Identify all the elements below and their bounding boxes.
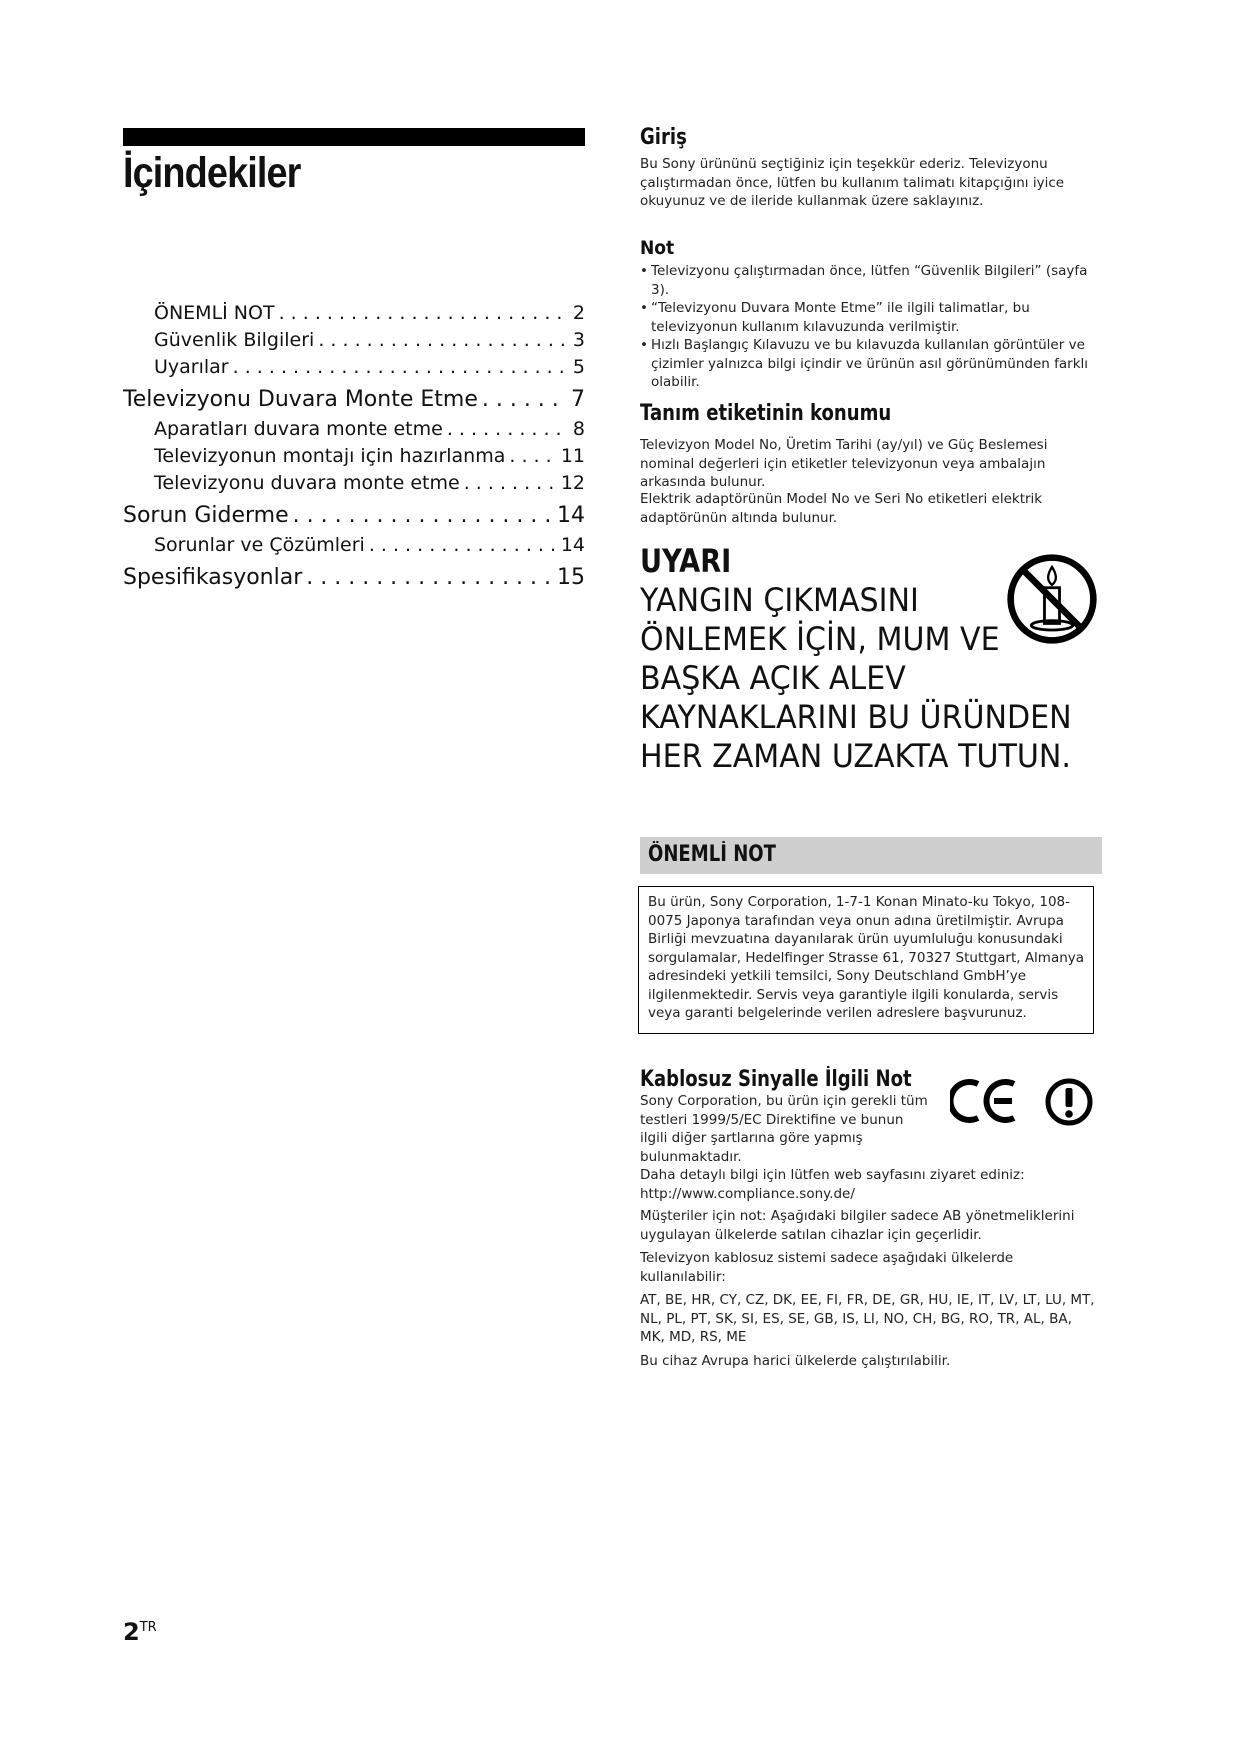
label-location-text-2: Elektrik adaptörünün Model No ve Seri No etiketleri elektrik adaptörünün altında bulunur. — [640, 491, 1043, 526]
toc-entry-label: Uyarılar — [154, 356, 229, 378]
label-location-text: Televizyon Model No, Üretim Tarihi (ay/yıl) ve Güç Beslemesi nominal değerleri için etiketler televizyonun veya ambalajın arkasında bulunur. — [640, 437, 1048, 490]
wireless-text-2: Daha detaylı bilgi için lütfen web sayfasını ziyaret ediniz: — [640, 1167, 1025, 1183]
label-location-heading: Tanım etiketinin konumu — [640, 401, 892, 426]
toc-entry-page: 14 — [557, 503, 585, 528]
warning-title: UYARI — [640, 542, 732, 580]
toc-entry-label: Güvenlik Bilgileri — [154, 329, 315, 351]
toc-entry-label: Televizyonun montajı için hazırlanma — [154, 445, 506, 467]
country-list: AT, BE, HR, CY, CZ, DK, EE, FI, FR, DE, GR, HU, IE, IT, LV, LT, LU, MT, NL, PL, PT, SK, SI, ES, SE, GB, IS, LI, NO, CH, BG, RO, TR, AL, BA, MK, MD, RS, ME — [640, 1292, 1095, 1345]
toc-entry-page: 2 — [572, 302, 585, 324]
toc-entry[interactable] — [123, 329, 585, 351]
important-note-text: Bu ürün, Sony Corporation, 1-7-1 Konan Minato-ku Tokyo, 108-0075 Japonya tarafından veya onun adına üretilmiştir. Avrupa Birliği mevzuatına dayanılarak ürün uyumluluğu konusundaki sorgulamalar, Hedelfinger Strasse 61, 70327 Stuttgart, Almanya adresindeki yetkili temsilci, Sony Deutschland GmbH’ye ilgilenmektedir. Servis veya garantiyle ilgili konularda, servis veya garanti belgelerinde verilen adreslere başvurunuz. — [648, 894, 1085, 1021]
toc-title: İçindekiler — [123, 149, 301, 197]
wireless-heading: Kablosuz Sinyalle İlgili Not — [640, 1067, 912, 1092]
toc-entry[interactable] — [123, 503, 585, 528]
toc-entry-label: Spesifikasyonlar — [123, 565, 303, 590]
important-note-title: ÖNEMLİ NOT — [648, 842, 776, 867]
toc-entry[interactable] — [123, 302, 585, 324]
warning-text: YANGIN ÇIKMASINI ÖNLEMEK İÇİN, MUM VE BAŞKA AÇIK ALEV KAYNAKLARINI BU ÜRÜNDEN HER ZAMAN UZAKTA TUTUN. — [640, 581, 1072, 775]
wireless-text: Sony Corporation, bu ürün için gerekli tüm testleri 1999/5/EC Direktifine ve bunun ilgili diğer şartlarına göre yapmış bulunmaktadır. — [640, 1093, 928, 1165]
toc-entry[interactable] — [123, 387, 585, 412]
toc-entry-label: Televizyonu Duvara Monte Etme — [123, 387, 478, 412]
note-item: • Hızlı Başlangıç Kılavuzu ve bu kılavuzda kullanılan görüntüler ve çizimler yalnızca bilgi içindir ve ürünün asıl görünümünden farklı olabilir. — [640, 336, 1090, 392]
toc-entry-page: 7 — [571, 387, 585, 412]
toc-entry-page: 3 — [572, 329, 585, 351]
toc-entry-page: 8 — [572, 418, 585, 440]
page-number-value: 2 — [123, 1618, 140, 1646]
toc-entry-page: 5 — [572, 356, 585, 378]
toc-entry-label: Televizyonu duvara monte etme — [154, 472, 460, 494]
note-item: • “Televizyonu Duvara Monte Etme” ile ilgili talimatlar, bu televizyonun kullanım kılavuzunda verilmiştir. — [640, 299, 1090, 336]
page-number — [123, 1618, 157, 1646]
toc-entry[interactable] — [123, 534, 585, 556]
toc-entry[interactable] — [123, 565, 585, 590]
toc-entry-page: 14 — [560, 534, 585, 556]
toc-entry[interactable] — [123, 445, 585, 467]
important-note-box — [638, 886, 1094, 1034]
note-heading: Not — [640, 237, 675, 259]
ce-mark-icon — [950, 1078, 1020, 1124]
toc-entry-label: Aparatları duvara monte etme — [154, 418, 443, 440]
page-language: TR — [139, 1620, 157, 1635]
wireless-text-5: Bu cihaz Avrupa harici ülkelerde çalıştırılabilir. — [640, 1353, 951, 1369]
intro-heading: Giriş — [640, 125, 687, 150]
toc-entry[interactable] — [123, 356, 585, 378]
toc-entry-label: ÖNEMLİ NOT — [154, 302, 275, 324]
toc-entry-label: Sorunlar ve Çözümleri — [154, 534, 365, 556]
alert-circle-icon — [1044, 1077, 1094, 1127]
toc-entry[interactable] — [123, 418, 585, 440]
no-candle-icon — [1005, 552, 1099, 646]
compliance-link[interactable]: http://www.compliance.sony.de/ — [640, 1186, 855, 1202]
toc-entry-label: Sorun Giderme — [123, 503, 289, 528]
wireless-text-3: Müşteriler için not: Aşağıdaki bilgiler sadece AB yönetmeliklerini uygulayan ülkelerde satılan cihazlar için geçerlidir. — [640, 1208, 1075, 1243]
toc-entry-page: 11 — [560, 445, 585, 467]
toc-entry-page: 15 — [557, 565, 585, 590]
note-list — [640, 262, 1090, 392]
toc-entry-page: 12 — [560, 472, 585, 494]
note-item: • Televizyonu çalıştırmadan önce, lütfen “Güvenlik Bilgileri” (sayfa 3). — [640, 262, 1090, 299]
title-rule — [123, 128, 585, 146]
toc-entry[interactable] — [123, 472, 585, 494]
wireless-text-4: Televizyon kablosuz sistemi sadece aşağıdaki ülkelerde kullanılabilir: — [640, 1250, 1014, 1285]
intro-text: Bu Sony ürününü seçtiğiniz için teşekkür ederiz. Televizyonu çalıştırmadan önce, lütfen bu kullanım talimatı kitapçığını iyice okuyunuz ve de ileride kullanmak üzere saklayınız. — [640, 156, 1065, 209]
